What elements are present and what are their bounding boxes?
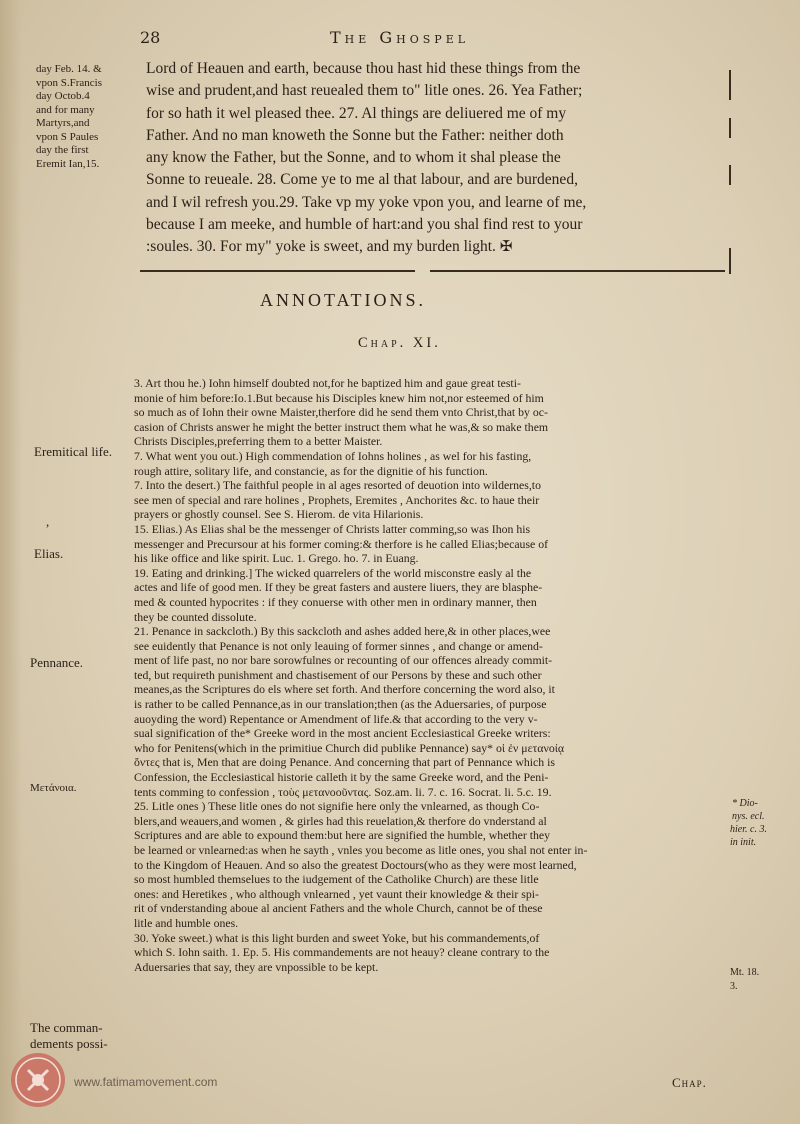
annotation-line: ment of life past, no nor bare sorowfulnes or recounting of our offences already commit- xyxy=(134,653,553,668)
annotation-line: meanes,as the Scriptures do els where set forth. And therfore concerning the word also, it xyxy=(134,682,555,697)
margin-note-metanoia: Μετάνοια. xyxy=(30,782,77,794)
gospel-line: for so hath it wel pleased thee. 27. Al things are deliuered me of my xyxy=(146,104,567,122)
annotation-line: auoyding the word) Repentance or Amendment of life.& that according to the very v- xyxy=(134,711,538,726)
annotation-line: ὄντες that is, Men that are doing Penance. And concerning that part of Pennance which is xyxy=(134,755,556,770)
annotation-line: rit of vnderstanding aboue al ancient Fathers and the whole Church, cannot be of these xyxy=(134,901,543,916)
margin-line: day the first xyxy=(36,144,89,156)
gospel-line: wise and prudent,and hast reuealed them to" litle ones. 26. Yea Father; xyxy=(146,82,583,100)
annotation-line: litle and humble ones. xyxy=(134,915,239,930)
annotation-line: Scriptures and are able to expound them:but here are signified the humble, whether they xyxy=(134,828,551,843)
gospel-line: Father. And no man knoweth the Sonne but the Father: neither doth xyxy=(146,126,564,144)
annotation-line: Christs Disciples,preferring them to a better Maister. xyxy=(134,434,383,449)
gospel-line: :soules. 30. For my" yoke is sweet, and my burden light. xyxy=(146,238,496,256)
margin-feast-days xyxy=(36,63,146,171)
gospel-line: and I wil refresh you.29. Take vp my yoke vpon you, and learne of me, xyxy=(146,193,587,211)
annotation-line: so most humbled themselues to the iudgement of the Catholike Church) are these litle xyxy=(134,872,539,887)
annotation-line: casion of Christs answer he might the better instruct them what he was,& so make them xyxy=(134,419,549,434)
annotation-line: Aduersaries that say, they are vnpossible to be kept. xyxy=(134,959,379,974)
annotation-line: who for Penitens(which in the primitiue Church did publike Pennance) say* οἱ ἐν μετανοίᾳ xyxy=(134,740,565,755)
margin-note-commandements: The comman- xyxy=(30,1020,103,1035)
cross-icon: ✠ xyxy=(499,239,513,256)
gospel-line: because I am meeke, and humble of hart:and you shal find rest to your xyxy=(146,216,583,234)
annotation-line: be learned or vnlearned:as when he sayth , vnles you become as litle ones, you shal not enter in- xyxy=(134,843,588,857)
annotation-line: rough attire, solitary life, and constancie, as for the dignitie of his function. xyxy=(134,463,488,478)
running-head xyxy=(140,28,740,50)
annotation-line: ones: and Heretikes , who although vnlearned , yet vaunt their knowledge & their spi- xyxy=(134,886,539,901)
margin-bar xyxy=(729,165,731,185)
right-note-dionysius: nys. ecl. xyxy=(732,811,765,822)
margin-line: vpon S.Francis xyxy=(36,76,102,89)
right-note-matthew: Mt. 18. xyxy=(730,967,760,978)
margin-note-elias: Elias. xyxy=(34,546,64,561)
margin-bar xyxy=(729,118,731,138)
chapter-heading: Chap. XI. xyxy=(358,335,441,351)
gospel-line: Sonne to reueale. 28. Come ye to me al that labour, and are burdened, xyxy=(146,171,578,189)
right-note-matthew: 3. xyxy=(730,981,738,992)
annotation-line: see euidently that Penance is not only leauing of former sinnes , and change or amend- xyxy=(134,638,543,653)
annotation-line: 7. Into the desert.) The faithful people in al ages resorted of deuotion into wildernes,to xyxy=(134,478,541,493)
margin-line: Martyrs,and xyxy=(36,117,90,129)
margin-line: vpon S Paules xyxy=(36,130,99,143)
annotations-heading: ANNOTATIONS. xyxy=(260,290,427,310)
annotation-line: sual signification of the* Greeke word in the most ancient Ecclesiastical Greeke writers: xyxy=(134,726,551,741)
margin-bar xyxy=(729,70,731,100)
website-watermark: www.fatimamovement.com xyxy=(74,1075,218,1089)
annotation-line: tents comming to confession , τοὺς μετανοοῦντας. Soz.am. li. 7. c. 16. Socrat. li. 5.c. 19. xyxy=(134,784,552,799)
annotation-line: 15. Elias.) As Elias shal be the messenger of Christs latter comming,so was Ihon his xyxy=(134,521,531,536)
annotation-line: 21. Penance in sackcloth.) By this sackcloth and ashes added here,& in other places,wee xyxy=(134,624,551,639)
margin-line: Eremit Ian,15. xyxy=(36,157,100,170)
annotation-line: 30. Yoke sweet.) what is this light burden and sweet Yoke, but his commandements,of xyxy=(134,930,540,945)
margin-line: and for many xyxy=(36,103,95,116)
catchword: Chap. xyxy=(672,1075,707,1090)
margin-note-eremitical: Eremitical life. xyxy=(34,444,112,459)
annotations-body xyxy=(134,376,724,974)
annotation-line: blers,and weauers,and women , & girles had this reuelation,& therfore do vnderstand al xyxy=(134,813,547,828)
annotation-line: to the Kingdom of Heauen. And so also the greatest Doctours(who as they were most learned, xyxy=(134,857,577,872)
right-note-dionysius: in init. xyxy=(730,837,757,848)
annotation-line: messenger and Precursour at his former coming:& therfore is he called Elias;because of xyxy=(134,536,549,551)
annotation-line: his like office and like spirit. Luc. 1. Grego. ho. 7. in Euang. xyxy=(134,551,419,566)
annotation-line: actes and life of good men. If they be great fasters and austere liuers, they are blasphe- xyxy=(134,580,543,595)
annotation-line: 3. Art thou he.) Iohn himself doubted not,for he baptized him and gaue great testi- xyxy=(134,376,521,390)
annotation-line: 25. Litle ones ) These litle ones do not signifie here only the vnlearned, as though Co- xyxy=(134,799,540,814)
annotation-line: 7. What went you out.) High commendation of Iohns holines , as wel for his fasting, xyxy=(134,448,532,463)
section-rule xyxy=(140,270,415,272)
margin-note-commandements: dements possi- xyxy=(30,1036,108,1051)
annotation-line: prayers or ghostly counsel. See S. Hierom. de vita Hilarionis. xyxy=(134,507,424,522)
margin-note-pennance: Pennance. xyxy=(30,655,84,670)
gospel-text xyxy=(146,58,726,259)
gospel-line-last xyxy=(146,236,726,258)
annotation-line: med & counted hypocrites : if they conuerse with other men in ordinary manner, then xyxy=(134,594,537,609)
annotation-line: ted, but requireth punishment and chastisement of our Persons by these and such other xyxy=(134,667,542,682)
annotation-line: monie of him before:Io.1.But because his Disciples knew him not,nor esteemed of him xyxy=(134,390,544,405)
gospel-line: Lord of Heauen and earth, because thou hast hid these things from the xyxy=(146,60,581,77)
margin-note-comma: , xyxy=(46,514,50,529)
gospel-line: any know the Father, but the Sonne, and to whom it shal please the xyxy=(146,149,561,167)
annotation-line: so much as of Iohn their owne Maister,therfore did he send them vnto Christ,that by oc- xyxy=(134,405,548,420)
page-number: 28 xyxy=(140,28,161,47)
seal-icon xyxy=(10,1052,66,1108)
annotation-line: is rather to be called Pennance,as in our translation;then (as the Aduersaries, of purpose xyxy=(134,697,547,712)
annotation-line: 19. Eating and drinking.] The wicked quarrelers of the world misconstre easly al the xyxy=(134,565,532,580)
margin-bar xyxy=(729,248,731,274)
right-note-dionysius: * Dio- xyxy=(732,798,758,809)
annotation-line: see men of special and rare holines , Prophets, Eremites , Anchorites &c. to haue their xyxy=(134,492,540,507)
right-note-dionysius: hier. c. 3. xyxy=(730,824,767,835)
margin-line: day Feb. 14. & xyxy=(36,63,102,75)
section-rule xyxy=(430,270,725,272)
annotation-line: they be counted dissolute. xyxy=(134,609,257,624)
annotation-line: Confession, the Ecclesiastical historie calleth it by the same Greeke word, and the Peni- xyxy=(134,770,549,785)
annotation-line: which S. Iohn saith. 1. Ep. 5. His commandements are not heauy? cleane contrary to the xyxy=(134,945,550,960)
book-title: The Ghospel xyxy=(330,28,470,47)
margin-line: day Octob.4 xyxy=(36,90,90,102)
